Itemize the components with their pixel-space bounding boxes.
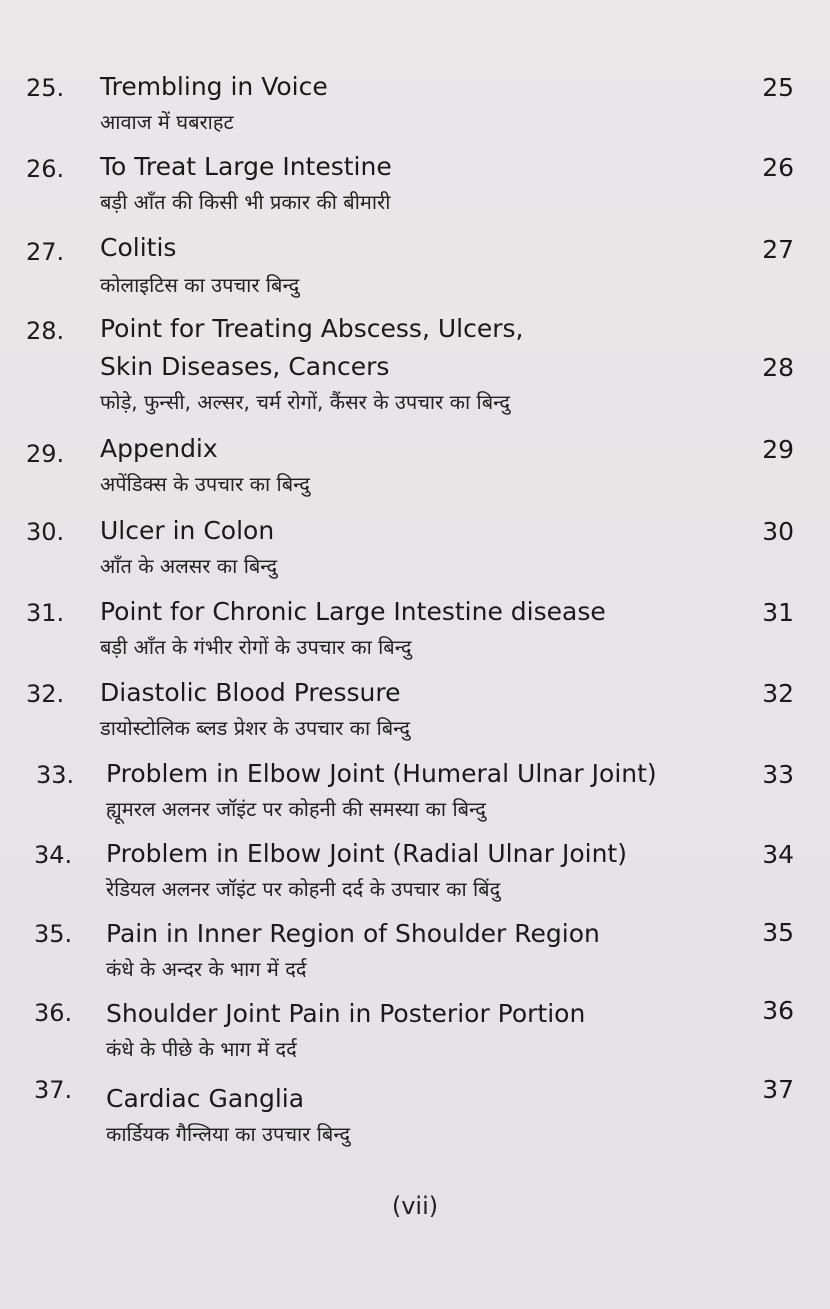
- entry-number: 26.: [26, 155, 65, 183]
- entry-title-hindi: बड़ी आँत की किसी भी प्रकार की बीमारी: [100, 190, 391, 214]
- entry-page-number: 25: [762, 73, 794, 102]
- entry-title-english: Appendix: [100, 434, 218, 463]
- entry-number: 33.: [36, 761, 75, 789]
- entry-title-english: Point for Treating Abscess, Ulcers,: [100, 314, 524, 343]
- entry-title-english: Cardiac Ganglia: [106, 1084, 305, 1113]
- page-folio-number: (vii): [391, 1192, 439, 1220]
- entry-number: 35.: [34, 920, 73, 948]
- entry-number: 34.: [34, 841, 73, 869]
- entry-page-number: 31: [762, 598, 794, 627]
- entry-number: 29.: [26, 440, 65, 468]
- entry-titles: [106, 1080, 726, 1150]
- entry-title-english: Problem in Elbow Joint (Humeral Ulnar Joint): [106, 759, 657, 788]
- entry-title-english: Colitis: [100, 233, 177, 262]
- entry-page-number: 32: [762, 679, 794, 708]
- entry-number: 27.: [26, 238, 65, 266]
- entry-title-hindi: आवाज में घबराहट: [100, 110, 234, 134]
- entry-page-number: 35: [762, 918, 794, 947]
- entry-titles: [106, 835, 726, 905]
- entry-number: 30.: [26, 518, 65, 546]
- entry-titles: [106, 995, 726, 1065]
- entry-title-english: Skin Diseases, Cancers: [100, 352, 390, 381]
- entry-page-number: 26: [762, 153, 794, 182]
- entry-number: 36.: [34, 999, 73, 1027]
- entry-title-hindi: फोड़े, फुन्सी, अल्सर, चर्म रोगों, कैंसर के उपचार का बिन्दु: [100, 390, 510, 414]
- entry-title-english: Diastolic Blood Pressure: [100, 678, 401, 707]
- entry-title-hindi: कंधे के पीछे के भाग में दर्द: [106, 1037, 297, 1061]
- entry-titles: [100, 310, 720, 418]
- entry-title-english: Trembling in Voice: [100, 72, 328, 101]
- entry-title-english: Pain in Inner Region of Shoulder Region: [106, 919, 600, 948]
- entry-title-hindi: अपेंडिक्स के उपचार का बिन्दु: [100, 472, 310, 496]
- entry-titles: [106, 915, 726, 985]
- entry-title-english: To Treat Large Intestine: [100, 152, 392, 181]
- entry-number: 37.: [34, 1076, 73, 1104]
- entry-number: 28.: [26, 317, 65, 345]
- entry-page-number: 27: [762, 235, 794, 264]
- entry-title-hindi: कोलाइटिस का उपचार बिन्दु: [100, 273, 300, 297]
- entry-number: 32.: [26, 680, 65, 708]
- entry-title-english: Point for Chronic Large Intestine disease: [100, 597, 606, 626]
- entry-page-number: 34: [762, 840, 794, 869]
- entry-titles: [100, 674, 720, 744]
- entry-title-hindi: रेडियल अलनर जॉइंट पर कोहनी दर्द के उपचार का बिंदु: [106, 877, 501, 901]
- entry-title-hindi: आँत के अलसर का बिन्दु: [100, 554, 278, 578]
- entry-page-number: 36: [762, 996, 794, 1025]
- entry-title-english: Problem in Elbow Joint (Radial Ulnar Joint): [106, 839, 627, 868]
- entry-page-number: 33: [762, 760, 794, 789]
- entry-titles: [100, 148, 720, 218]
- entry-number: 31.: [26, 599, 65, 627]
- entry-title-hindi: कार्डियक गैन्लिया का उपचार बिन्दु: [106, 1122, 351, 1146]
- entry-page-number: 30: [762, 517, 794, 546]
- entry-titles: [106, 755, 726, 825]
- entry-number: 25.: [26, 74, 65, 102]
- entry-titles: [100, 593, 720, 663]
- entry-title-hindi: डायोस्टोलिक ब्लड प्रेशर के उपचार का बिन्दु: [100, 716, 410, 740]
- entry-title-hindi: कंधे के अन्दर के भाग में दर्द: [106, 957, 307, 981]
- entry-titles: [100, 229, 720, 301]
- entry-page-number: 29: [762, 435, 794, 464]
- entry-page-number: 37: [762, 1075, 794, 1104]
- entry-title-english: Ulcer in Colon: [100, 516, 275, 545]
- entry-titles: [100, 512, 720, 582]
- entry-titles: [100, 68, 720, 138]
- entry-title-hindi: बड़ी आँत के गंभीर रोगों के उपचार का बिन्दु: [100, 635, 412, 659]
- entry-page-number: 28: [762, 353, 794, 382]
- entry-title-hindi: ह्यूमरल अलनर जॉइंट पर कोहनी की समस्या का बिन्दु: [106, 797, 486, 821]
- entry-titles: [100, 430, 720, 500]
- entry-title-english: Shoulder Joint Pain in Posterior Portion: [106, 999, 586, 1028]
